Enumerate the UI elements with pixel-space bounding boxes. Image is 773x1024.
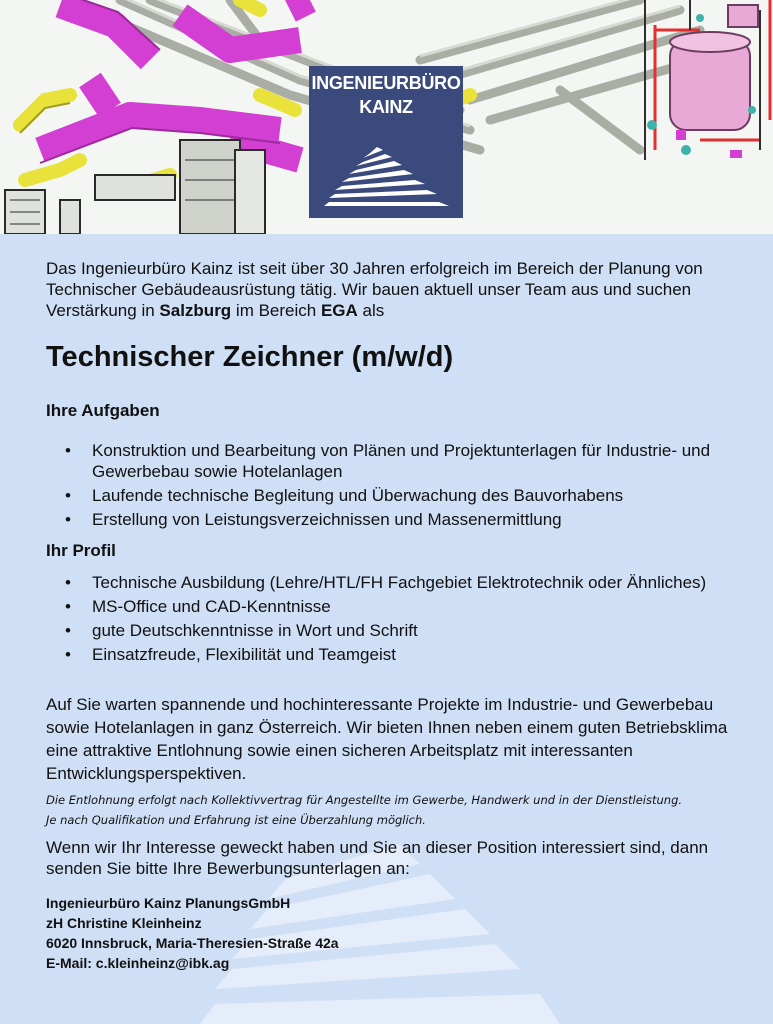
list-item (0, 485, 732, 506)
bullet-icon: • (65, 573, 71, 592)
contact-email[interactable]: E-Mail: c.kleinheinz@ibk.ag (46, 955, 230, 971)
intro-paragraph (46, 258, 736, 321)
bullet-icon: • (65, 621, 71, 640)
list-item (0, 644, 732, 665)
bullet-icon: • (65, 486, 71, 505)
list-item (0, 572, 732, 593)
task-text: Laufende technische Begleitung und Überwachung des Bauvorhabens (92, 486, 624, 505)
list-item (0, 620, 732, 641)
profile-list (0, 572, 773, 668)
list-item (0, 440, 732, 482)
bullet-icon: • (65, 645, 71, 664)
tasks-heading: Ihre Aufgaben (46, 401, 160, 420)
tank-assembly (645, 0, 770, 160)
intro-part3: als (357, 301, 385, 320)
contact-attn: zH Christine Kleinheinz (46, 915, 202, 931)
salary-note: Die Entlohnung erfolgt nach Kollektivvertrag für Angestellte im Gewerbe, Handwerk und in der Dienstleistung. Je nach Qualifikation und Erfahrung ist eine Überzahlung möglich. (46, 793, 683, 827)
logo-line2: KAINZ (359, 97, 413, 117)
list-item (0, 509, 732, 530)
logo-line1: INGENIEURBÜRO (311, 73, 461, 93)
contact-company: Ingenieurbüro Kainz PlanungsGmbH (46, 895, 291, 911)
tasks-list (0, 440, 773, 533)
profile-text: Technische Ausbildung (Lehre/HTL/FH Fachgebiet Elektrotechnik oder Ähnliches) (92, 573, 707, 592)
task-text: Konstruktion und Bearbeitung von Plänen und Projektunterlagen für Industrie- und Gewerbebau sowie Hotelanlagen (92, 441, 711, 481)
intro-part2: im Bereich (231, 301, 321, 320)
bullet-icon: • (65, 441, 71, 460)
bullet-icon: • (65, 597, 71, 616)
contact-block (46, 893, 339, 973)
intro-city: Salzburg (159, 301, 232, 320)
magenta-ducts (40, 0, 310, 160)
contact-address: 6020 Innsbruck, Maria-Theresien-Straße 42a (46, 935, 339, 951)
header-banner (0, 0, 773, 234)
interest-paragraph: Wenn wir Ihr Interesse geweckt haben und Sie an dieser Position interessiert sind, dann senden Sie bitte Ihre Bewerbungsunterlagen an: (46, 838, 709, 878)
job-title: Technischer Zeichner (m/w/d) (46, 341, 454, 373)
bullet-icon: • (65, 510, 71, 529)
closing-paragraph: Auf Sie warten spannende und hochinteressante Projekte im Industrie- und Gewerbebau sowie Hotelanlagen in ganz Österreich. Wir bieten Ihnen neben einem guten Betriebsklima eine attraktive Entlohnung sowie einen sicheren Arbeitsplatz mit interessanten Entwicklungsperspektiven. (46, 695, 728, 783)
profile-text: gute Deutschkenntnisse in Wort und Schrift (92, 621, 418, 640)
company-logo (309, 66, 463, 218)
profile-heading: Ihr Profil (46, 541, 116, 560)
list-item (0, 596, 732, 617)
posting-body (0, 234, 773, 1024)
intro-dept: EGA (320, 301, 358, 320)
profile-text: Einsatzfreude, Flexibilität und Teamgeist (92, 645, 396, 664)
profile-text: MS-Office und CAD-Kenntnisse (92, 597, 331, 616)
task-text: Erstellung von Leistungsverzeichnissen und Massenermittlung (92, 510, 562, 529)
intro-part1: Das Ingenieurbüro Kainz ist seit über 30 Jahren erfolgreich im Bereich der Planung von Technischer Gebäudeausrüstung tätig. Wir bauen aktuell unser Team aus und suchen Verstärkung in (46, 259, 703, 320)
